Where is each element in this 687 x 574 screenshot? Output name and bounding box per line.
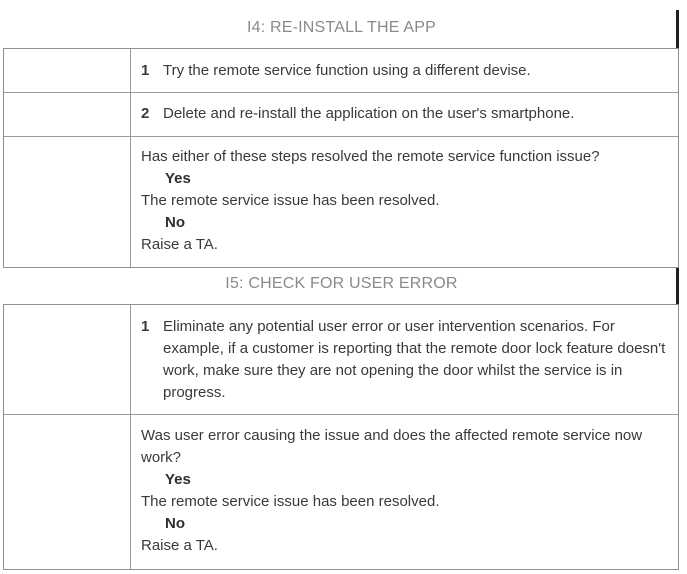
left-cell [4,305,131,414]
table-row-step-2 [4,93,678,137]
yes-label: Yes [165,170,191,187]
step-1 [141,316,670,404]
question-block [141,146,670,256]
no-label: No [165,515,185,532]
section-title-i5: I5: CHECK FOR USER ERROR [225,275,458,292]
table-row-step-1 [4,305,678,415]
table-row-step-1 [4,49,678,93]
right-rule-i5 [676,268,679,304]
table-i5 [3,304,679,570]
step-number: 2 [141,105,150,122]
section-title-i4: I4: RE-INSTALL THE APP [246,19,437,36]
step-text: Eliminate any potential user error or user intervention scenarios. For example, if a customer is reporting that the remote door lock feature doesn't work, make sure they are not opening the door whilst the service is in progress. [163,318,666,401]
right-rule-i4 [676,10,679,50]
step-number: 1 [141,62,150,79]
table-row-question [4,137,678,267]
question-text: Has either of these steps resolved the remote service function issue? [141,148,600,165]
yes-outcome: The remote service issue has been resolved. [141,192,440,209]
question-text: Was user error causing the issue and does the affected remote service now work? [141,427,643,466]
left-cell [4,137,131,267]
no-label: No [165,214,185,231]
step-number: 1 [141,318,150,335]
no-outcome: Raise a TA. [141,236,218,253]
step-2 [141,103,670,125]
no-outcome: Raise a TA. [141,537,218,554]
step-1 [141,60,670,82]
table-row-question [4,415,678,569]
step-text: Delete and re-install the application on the user's smartphone. [163,105,575,122]
question-block [141,425,670,557]
left-cell [4,49,131,92]
step-text: Try the remote service function using a different devise. [163,62,531,79]
left-cell [4,415,131,569]
left-cell [4,93,131,136]
table-i4 [3,48,679,268]
yes-label: Yes [165,471,191,488]
yes-outcome: The remote service issue has been resolved. [141,493,440,510]
